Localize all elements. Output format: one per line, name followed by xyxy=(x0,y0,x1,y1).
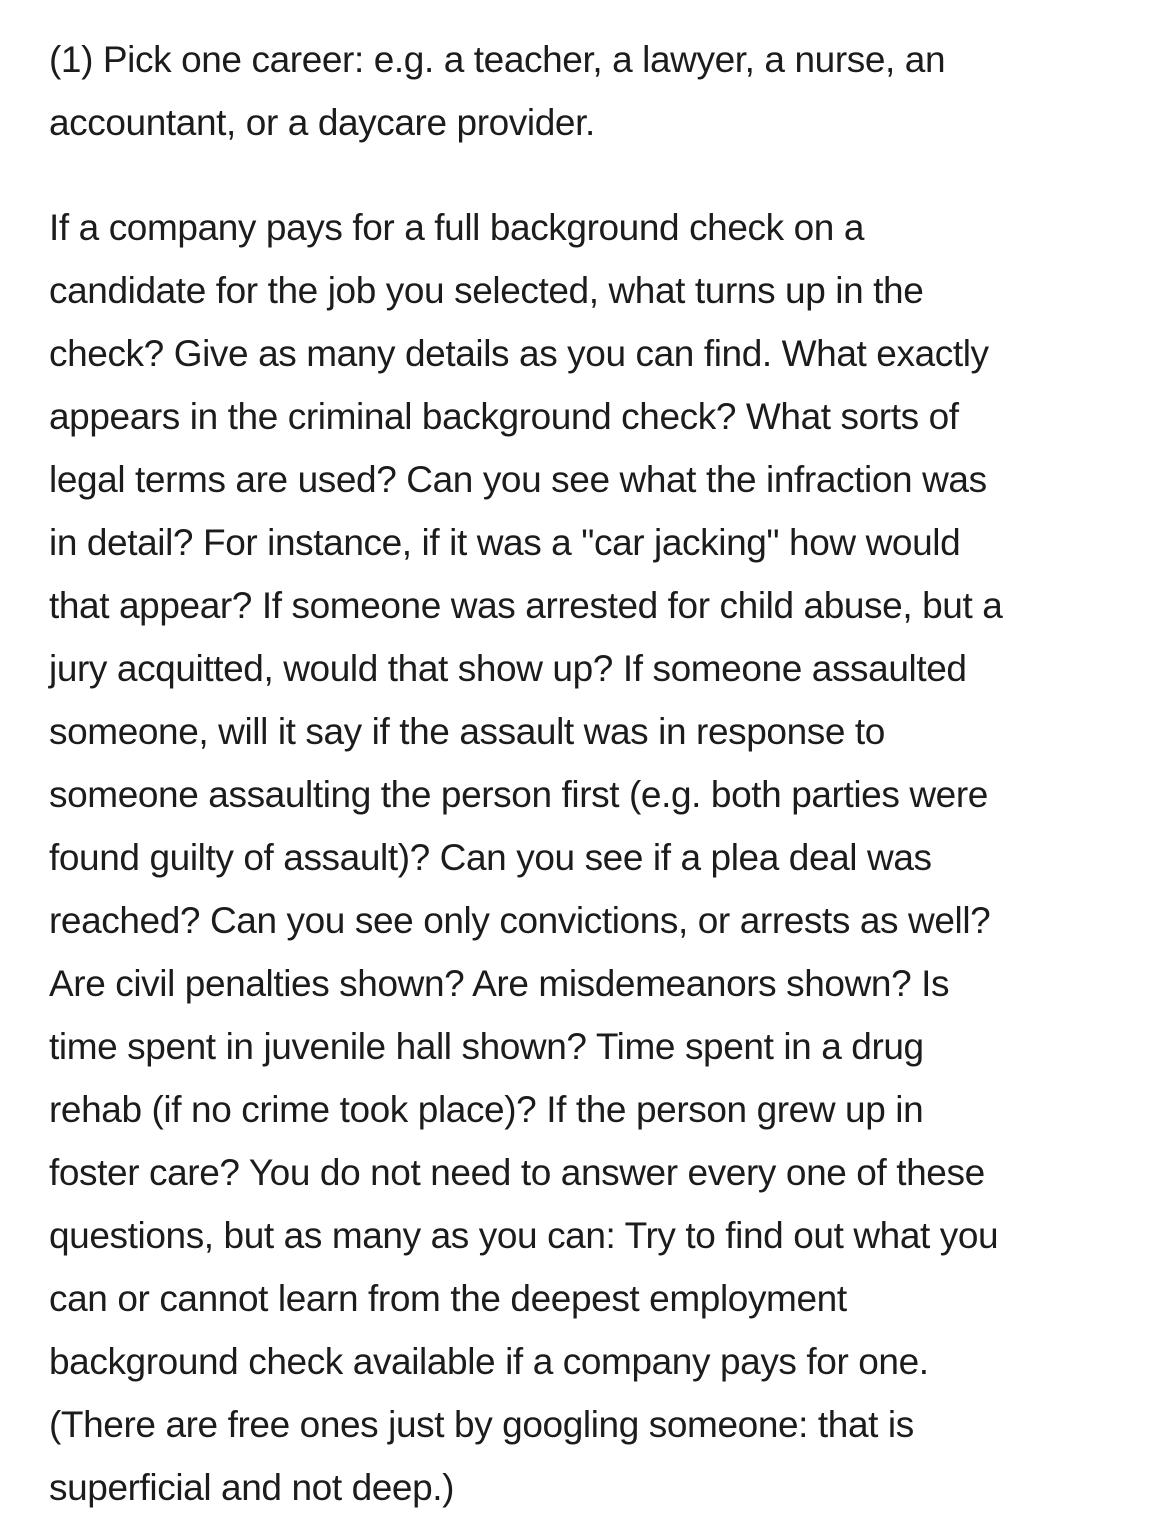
body-paragraph: If a company pays for a full background check on a candidate for the job you selected, what turns up in the check? Give as many details as you can find. What exactly appears in the criminal background check? What sorts of legal terms are used? Can you see what the infraction was in detail? For instance, if it was a "car jacking" how would that appear? If someone was arrested for child abuse, but a jury acquitted, would that show up? If someone assaulted someone, will it say if the assault was in response to someone assaulting the person first (e.g. both parties were found guilty of assault)? Can you see if a plea deal was reached? Can you see only convictions, or arrests as well? Are civil penalties shown? Are misdemeanors shown? Is time spent in juvenile hall shown? Time spent in a drug rehab (if no crime took place)? If the person grew up in foster care? You do not need to answer every one of these questions, but as many as you can: Try to find out what you can or cannot learn from the deepest employment background check available if a company pays for one. (There are free ones just by googling someone: that is superficial and not deep.) xyxy=(49,207,1003,1508)
intro-paragraph: (1) Pick one career: e.g. a teacher, a lawyer, a nurse, an accountant, or a daycare provider. xyxy=(49,39,946,143)
paragraph-spacer xyxy=(49,154,1129,196)
assignment-document xyxy=(49,28,1129,1519)
